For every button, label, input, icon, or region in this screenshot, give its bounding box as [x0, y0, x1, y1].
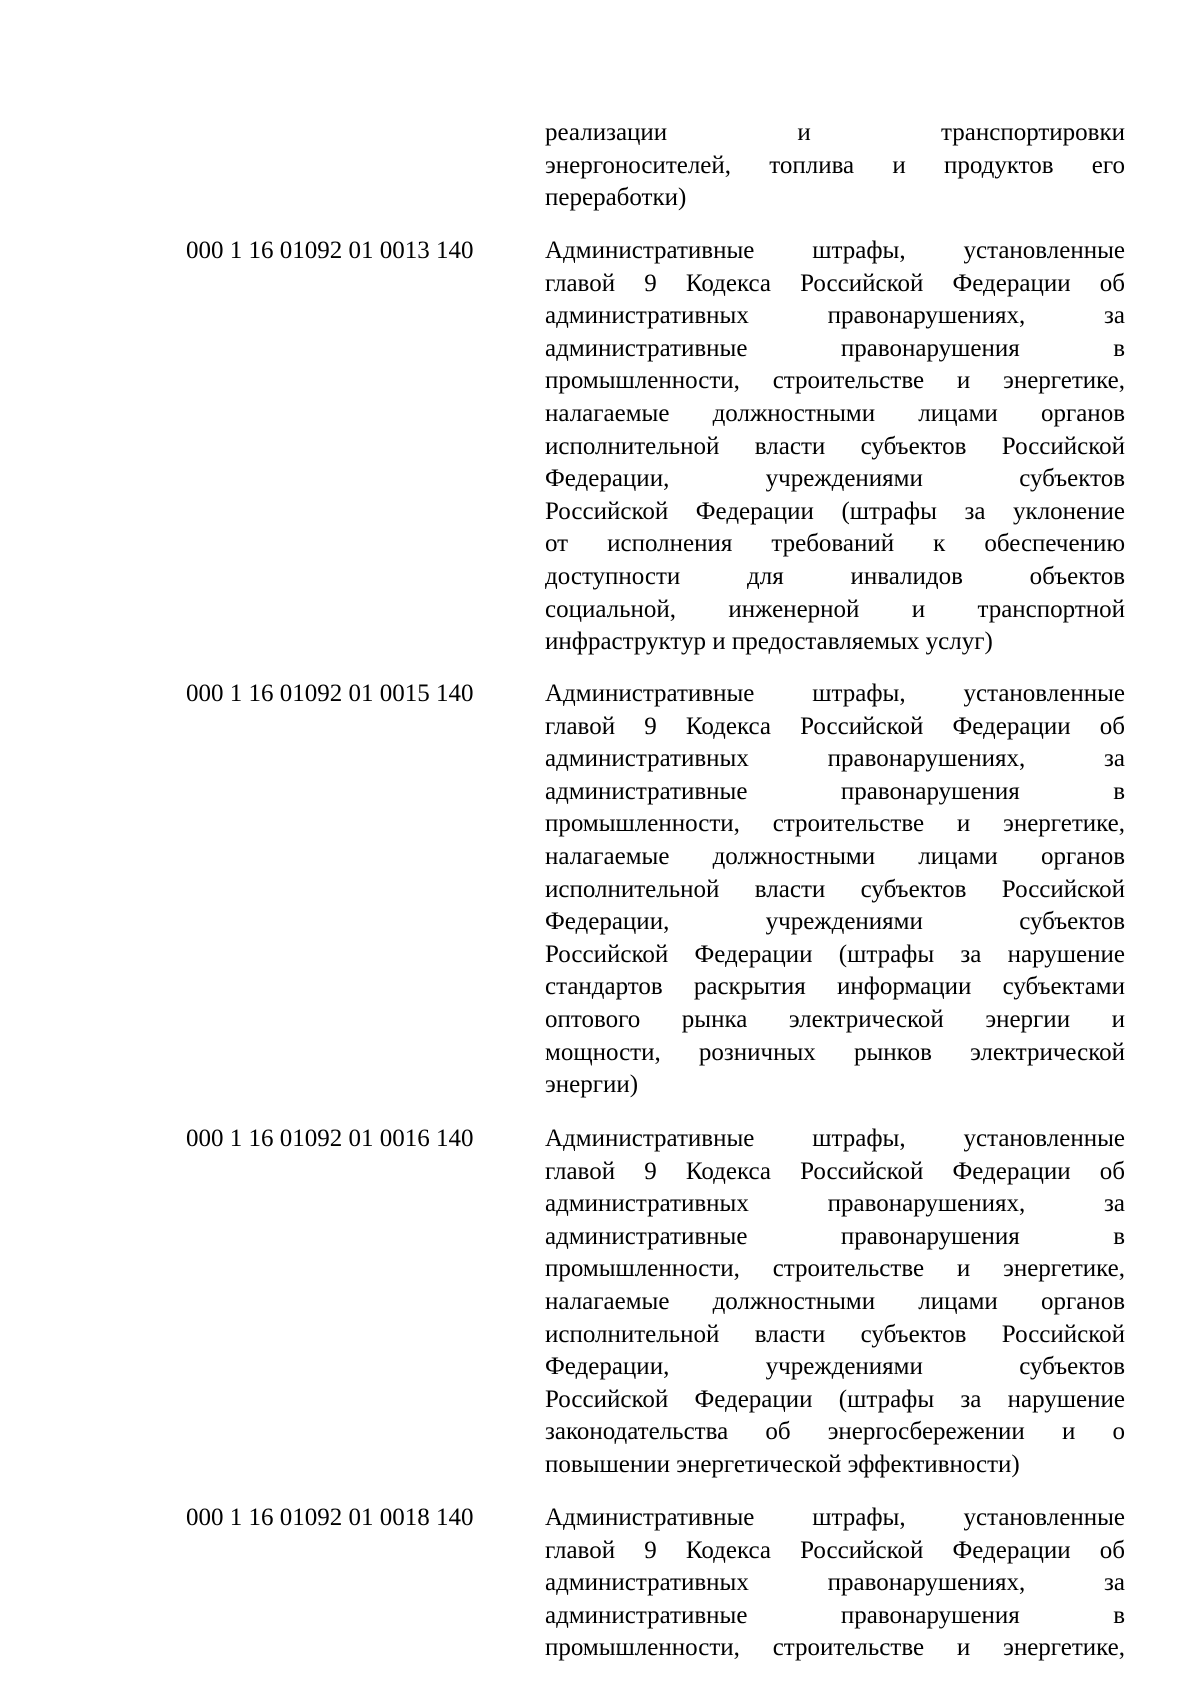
description-line: Федерации, учреждениями субъектов	[545, 908, 1125, 936]
description-line: Административные штрафы, установленные	[545, 237, 1125, 264]
description-line: административных правонарушениях, за	[545, 1569, 1125, 1597]
description-line: административные правонарушения в	[545, 777, 1125, 805]
description-line: Федерации, учреждениями субъектов	[545, 465, 1125, 493]
description-line: промышленности, строительстве и энергетике,	[545, 1634, 1125, 1662]
description-line: главой 9 Кодекса Российской Федерации об	[545, 712, 1125, 740]
description	[545, 235, 1125, 659]
description-line: переработки)	[545, 184, 687, 212]
description-line: законодательства об энергосбережении и о	[545, 1418, 1125, 1446]
description-line: налагаемые должностными лицами органов	[545, 399, 1125, 427]
description-line: реализации и транспортировки	[545, 119, 1125, 146]
description-line: энергоносителей, топлива и продуктов его	[545, 151, 1125, 179]
description-line: Административные штрафы, установленные	[545, 680, 1125, 707]
budget-code: 000 1 16 01092 01 0016 140	[186, 1125, 474, 1152]
description-line: налагаемые должностными лицами органов	[545, 842, 1125, 870]
description-line: от исполнения требований к обеспечению	[545, 530, 1125, 558]
description-line: налагаемые должностными лицами органов	[545, 1287, 1125, 1315]
description-line: главой 9 Кодекса Российской Федерации об	[545, 1536, 1125, 1564]
description-line: административные правонарушения в	[545, 1222, 1125, 1250]
description	[545, 1502, 1125, 1665]
description-line: административных правонарушениях, за	[545, 302, 1125, 330]
description-line: исполнительной власти субъектов Российской	[545, 875, 1125, 903]
description-line: Административные штрафы, установленные	[545, 1125, 1125, 1152]
description-line: социальной, инженерной и транспортной	[545, 595, 1125, 623]
description-line: Российской Федерации (штрафы за нарушение	[545, 940, 1125, 968]
description-line: оптового рынка электрической энергии и	[545, 1005, 1125, 1033]
description-line: доступности для инвалидов объектов	[545, 562, 1125, 590]
description-line: административные правонарушения в	[545, 334, 1125, 362]
description	[545, 1123, 1125, 1482]
description-line: Российской Федерации (штрафы за уклонение	[545, 497, 1125, 525]
description-line: Административные штрафы, установленные	[545, 1504, 1125, 1531]
description-line: административные правонарушения в	[545, 1601, 1125, 1629]
description-line: промышленности, строительстве и энергетике,	[545, 1255, 1125, 1283]
description-line: главой 9 Кодекса Российской Федерации об	[545, 1157, 1125, 1185]
description-line: инфраструктур и предоставляемых услуг)	[545, 628, 993, 656]
description-line: главой 9 Кодекса Российской Федерации об	[545, 269, 1125, 297]
description-line: административных правонарушениях, за	[545, 745, 1125, 773]
description	[545, 678, 1125, 1102]
budget-code: 000 1 16 01092 01 0018 140	[186, 1504, 474, 1531]
description-line: административных правонарушениях, за	[545, 1190, 1125, 1218]
description-line: повышении энергетической эффективности)	[545, 1450, 1020, 1478]
description-line: Российской Федерации (штрафы за нарушение	[545, 1385, 1125, 1413]
description	[545, 117, 1125, 215]
description-line: энергии)	[545, 1071, 639, 1099]
description-line: стандартов раскрытия информации субъектами	[545, 973, 1125, 1001]
description-line: промышленности, строительстве и энергетике,	[545, 810, 1125, 838]
description-line: исполнительной власти субъектов Российской	[545, 432, 1125, 460]
description-line: Федерации, учреждениями субъектов	[545, 1353, 1125, 1381]
description-line: исполнительной власти субъектов Российской	[545, 1320, 1125, 1348]
description-line: мощности, розничных рынков электрической	[545, 1038, 1125, 1066]
budget-code: 000 1 16 01092 01 0013 140	[186, 237, 474, 264]
budget-code: 000 1 16 01092 01 0015 140	[186, 680, 474, 707]
description-line: промышленности, строительстве и энергетике,	[545, 367, 1125, 395]
